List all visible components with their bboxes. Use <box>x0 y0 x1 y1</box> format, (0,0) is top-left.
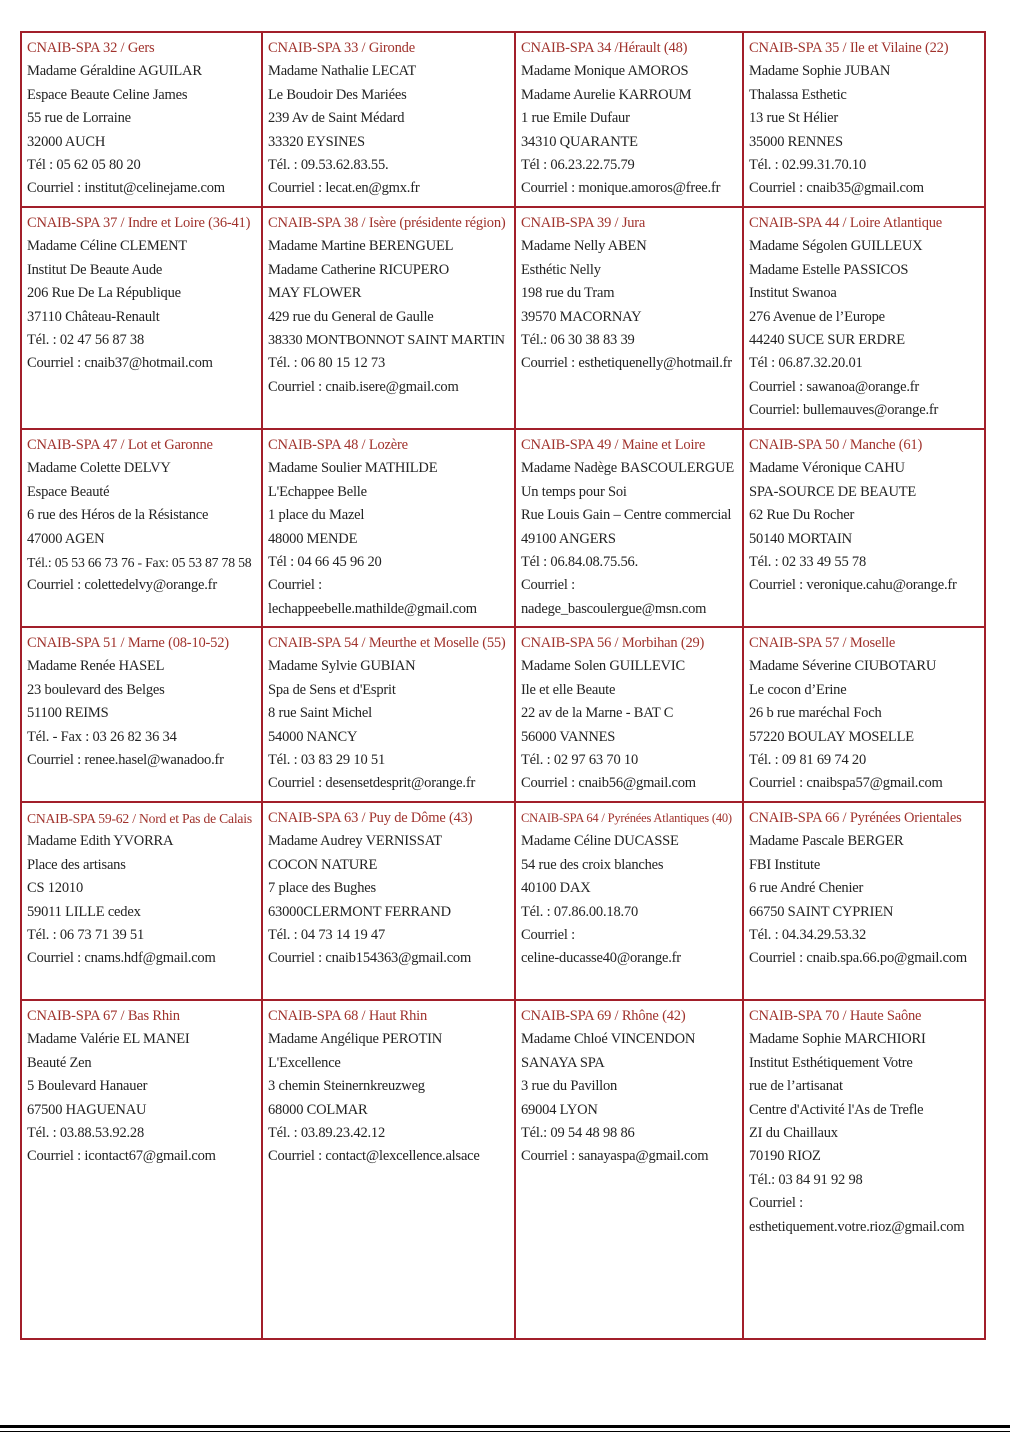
directory-entry <box>516 430 744 628</box>
entry-email: Courriel : institut@celinejame.com <box>27 180 225 197</box>
entry-line: 239 Av de Saint Médard <box>268 110 405 127</box>
entry-email: Courriel : icontact67@gmail.com <box>27 1148 216 1165</box>
entry-contact-name: Madame Sylvie GUBIAN <box>268 658 416 675</box>
entry-contact-name: Madame Valérie EL MANEI <box>27 1031 190 1048</box>
directory-entry <box>744 1001 984 1338</box>
directory-entry <box>22 33 263 208</box>
entry-line: 63000CLERMONT FERRAND <box>268 903 451 920</box>
entry-line: 3 rue du Pavillon <box>521 1078 618 1095</box>
entry-contact-name: Madame Colette DELVY <box>27 460 171 477</box>
entry-line: 51100 REIMS <box>27 705 109 722</box>
entry-contact-name: Madame Martine BERENGUEL <box>268 238 454 255</box>
entry-phone: Tél. : 02.99.31.70.10 <box>749 157 867 174</box>
entry-email: Courriel : cnaib.spa.66.po@gmail.com <box>749 950 967 967</box>
entry-line: Institut Swanoa <box>749 285 837 302</box>
directory-table <box>20 31 986 1340</box>
entry-email: Courriel : cnaib37@hotmail.com <box>27 355 213 372</box>
entry-contact-name: Madame Nathalie LECAT <box>268 63 417 80</box>
entry-heading: CNAIB-SPA 32 / Gers <box>27 40 155 56</box>
entry-email: Courriel : cnams.hdf@gmail.com <box>27 950 216 967</box>
entry-heading: CNAIB-SPA 44 / Loire Atlantique <box>749 215 943 231</box>
entry-email: Courriel : lecat.en@gmx.fr <box>268 180 420 197</box>
entry-phone: Tél. : 07.86.00.18.70 <box>521 903 639 920</box>
entry-phone: Tél : 06.87.32.20.01 <box>749 355 863 372</box>
entry-heading: CNAIB-SPA 69 / Rhône (42) <box>521 1008 686 1024</box>
entry-phone: Tél. - Fax : 03 26 82 36 34 <box>27 728 177 745</box>
entry-line: 70190 RIOZ <box>749 1148 821 1165</box>
entry-heading: CNAIB-SPA 49 / Maine et Loire <box>521 437 706 453</box>
directory-entry <box>22 628 263 803</box>
entry-contact-name: Madame Catherine RICUPERO <box>268 261 450 278</box>
entry-phone: Tél.: 05 53 66 73 76 - Fax: 05 53 87 78 58 <box>27 555 252 571</box>
entry-line: 38330 MONTBONNOT SAINT MARTIN <box>268 332 505 349</box>
entry-line: 1 place du Mazel <box>268 507 365 524</box>
entry-phone: Tél. : 03 83 29 10 51 <box>268 752 386 769</box>
entry-line: 59011 LILLE cedex <box>27 903 141 920</box>
entry-phone: Tél. : 04 73 14 19 47 <box>268 927 386 944</box>
entry-email: Courriel : <box>521 577 575 594</box>
entry-line: L'Excellence <box>268 1054 341 1071</box>
directory-entry <box>22 430 263 628</box>
entry-email: Courriel : <box>749 1195 803 1212</box>
directory-entry <box>516 628 744 803</box>
entry-phone: Tél. : 06 80 15 12 73 <box>268 355 386 372</box>
entry-email: celine-ducasse40@orange.fr <box>521 950 681 967</box>
entry-line: Institut Esthétiquement Votre <box>749 1054 913 1071</box>
entry-phone: Tél : 06.84.08.75.56. <box>521 554 639 571</box>
entry-line: 32000 AUCH <box>27 133 106 150</box>
directory-entry <box>516 1001 744 1338</box>
entry-line: Ile et elle Beaute <box>521 681 616 698</box>
directory-entry <box>22 208 263 430</box>
entry-email: Courriel : sanayaspa@gmail.com <box>521 1148 709 1165</box>
entry-line: 49100 ANGERS <box>521 530 616 547</box>
entry-phone: Tél. : 02 33 49 55 78 <box>749 554 867 571</box>
entry-contact-name: Madame Séverine CIUBOTARU <box>749 658 937 675</box>
entry-line: SPA-SOURCE DE BEAUTE <box>749 483 917 500</box>
entry-contact-name: Madame Renée HASEL <box>27 658 165 675</box>
entry-email: Courriel : cnaib56@gmail.com <box>521 775 696 792</box>
entry-heading: CNAIB-SPA 59-62 / Nord et Pas de Calais <box>27 811 252 826</box>
entry-contact-name: Madame Céline CLEMENT <box>27 238 188 255</box>
entry-heading: CNAIB-SPA 48 / Lozère <box>268 437 408 453</box>
entry-line: 23 boulevard des Belges <box>27 681 165 698</box>
entry-email: Courriel : sawanoa@orange.fr <box>749 378 920 395</box>
entry-email: Courriel : cnaibspa57@gmail.com <box>749 775 943 792</box>
entry-email: Courriel : veronique.cahu@orange.fr <box>749 577 957 594</box>
entry-line: Centre d'Activité l'As de Trefle <box>749 1101 924 1118</box>
entry-line: 54000 NANCY <box>268 728 358 745</box>
entry-contact-name: Madame Nadège BASCOULERGUE <box>521 460 735 477</box>
entry-line: 40100 DAX <box>521 880 591 897</box>
entry-email: Courriel : monique.amoros@free.fr <box>521 180 721 197</box>
entry-phone: Tél : 04 66 45 96 20 <box>268 554 382 571</box>
entry-phone: Tél. : 02 97 63 70 10 <box>521 752 639 769</box>
entry-contact-name: Madame Sophie JUBAN <box>749 63 891 80</box>
entry-heading: CNAIB-SPA 38 / Isère (présidente région) <box>268 215 506 231</box>
entry-line: Rue Louis Gain – Centre commercial <box>521 507 732 524</box>
entry-phone: Tél : 05 62 05 80 20 <box>27 157 141 174</box>
entry-line: Thalassa Esthetic <box>749 86 847 103</box>
entry-line: ZI du Chaillaux <box>749 1125 838 1142</box>
entry-line: 37110 Château-Renault <box>27 308 160 325</box>
entry-line: 54 rue des croix blanches <box>521 856 664 873</box>
entry-contact-name: Madame Géraldine AGUILAR <box>27 63 202 80</box>
entry-phone: Tél. : 04.34.29.53.32 <box>749 927 867 944</box>
entry-line: 50140 MORTAIN <box>749 530 852 547</box>
entry-email: nadege_bascoulergue@msn.com <box>521 600 707 617</box>
entry-contact-name: Madame Nelly ABEN <box>521 238 647 255</box>
entry-line: 68000 COLMAR <box>268 1101 368 1118</box>
directory-entry <box>516 33 744 208</box>
entry-line: Le cocon d’Erine <box>749 681 847 698</box>
entry-line: 66750 SAINT CYPRIEN <box>749 903 894 920</box>
entry-contact-name: Madame Céline DUCASSE <box>521 833 679 850</box>
entry-contact-name: Madame Audrey VERNISSAT <box>268 833 442 850</box>
entry-email: Courriel : renee.hasel@wanadoo.fr <box>27 752 224 769</box>
entry-heading: CNAIB-SPA 56 / Morbihan (29) <box>521 635 705 651</box>
entry-line: 8 rue Saint Michel <box>268 705 372 722</box>
entry-line: 198 rue du Tram <box>521 285 615 302</box>
entry-line: 5 Boulevard Hanauer <box>27 1078 148 1095</box>
entry-phone: Tél. : 03.88.53.92.28 <box>27 1125 145 1142</box>
directory-entry <box>263 1001 516 1338</box>
entry-line: Beauté Zen <box>27 1054 92 1071</box>
entry-phone: Tél. : 09 81 69 74 20 <box>749 752 867 769</box>
entry-heading: CNAIB-SPA 50 / Manche (61) <box>749 437 923 453</box>
directory-entry <box>516 803 744 1001</box>
entry-heading: CNAIB-SPA 67 / Bas Rhin <box>27 1008 180 1024</box>
directory-entry <box>22 803 263 1001</box>
entry-phone: Tél. : 02 47 56 87 38 <box>27 332 145 349</box>
entry-contact-name: Madame Ségolen GUILLEUX <box>749 238 923 255</box>
entry-line: Place des artisans <box>27 856 126 873</box>
entry-line: 62 Rue Du Rocher <box>749 507 855 524</box>
entry-heading: CNAIB-SPA 47 / Lot et Garonne <box>27 437 213 453</box>
entry-phone: Tél.: 06 30 38 83 39 <box>521 332 635 349</box>
directory-entry <box>22 1001 263 1338</box>
entry-line: rue de l’artisanat <box>749 1078 843 1095</box>
entry-line: 22 av de la Marne - BAT C <box>521 705 674 722</box>
directory-entry <box>263 628 516 803</box>
entry-heading: CNAIB-SPA 57 / Moselle <box>749 635 896 651</box>
entry-email: Courriel : contact@lexcellence.alsace <box>268 1148 480 1165</box>
entry-line: COCON NATURE <box>268 856 378 873</box>
directory-entry <box>744 628 984 803</box>
directory-entry <box>263 33 516 208</box>
entry-line: 35000 RENNES <box>749 133 843 150</box>
entry-line: 6 rue des Héros de la Résistance <box>27 507 209 524</box>
entry-line: Espace Beaute Celine James <box>27 86 188 103</box>
directory-entry <box>263 803 516 1001</box>
entry-heading: CNAIB-SPA 70 / Haute Saône <box>749 1008 922 1024</box>
entry-line: FBI Institute <box>749 856 821 873</box>
entry-line: CS 12010 <box>27 880 84 897</box>
entry-line: 13 rue St Hélier <box>749 110 839 127</box>
entry-email: esthetiquement.votre.rioz@gmail.com <box>749 1218 965 1235</box>
entry-line: Un temps pour Soi <box>521 483 627 500</box>
entry-line: 34310 QUARANTE <box>521 133 638 150</box>
entry-line: 55 rue de Lorraine <box>27 110 131 127</box>
entry-email: Courriel : cnaib35@gmail.com <box>749 180 924 197</box>
footer-rule <box>0 1425 1010 1428</box>
entry-email: Courriel : <box>521 927 575 944</box>
entry-line: Institut De Beaute Aude <box>27 261 163 278</box>
directory-entry <box>744 33 984 208</box>
directory-entry <box>744 803 984 1001</box>
entry-email: Courriel : <box>268 577 322 594</box>
entry-contact-name: Madame Angélique PEROTIN <box>268 1031 443 1048</box>
entry-line: 44240 SUCE SUR ERDRE <box>749 332 905 349</box>
entry-email: Courriel : desensetdesprit@orange.fr <box>268 775 476 792</box>
entry-contact-name: Madame Sophie MARCHIORI <box>749 1031 926 1048</box>
entry-line: 3 chemin Steinernkreuzweg <box>268 1078 425 1095</box>
entry-line: 1 rue Emile Dufaur <box>521 110 630 127</box>
entry-heading: CNAIB-SPA 39 / Jura <box>521 215 646 231</box>
entry-contact-name: Madame Monique AMOROS <box>521 63 689 80</box>
entry-contact-name: Madame Solen GUILLEVIC <box>521 658 685 675</box>
entry-line: Le Boudoir Des Mariées <box>268 86 407 103</box>
entry-contact-name: Madame Véronique CAHU <box>749 460 905 477</box>
entry-line: Esthétic Nelly <box>521 261 601 278</box>
entry-email: Courriel : cnaib154363@gmail.com <box>268 950 472 967</box>
entry-line: 7 place des Bughes <box>268 880 376 897</box>
entry-line: 48000 MENDE <box>268 530 358 547</box>
entry-heading: CNAIB-SPA 35 / Ile et Vilaine (22) <box>749 40 949 56</box>
entry-phone: Tél. : 03.89.23.42.12 <box>268 1125 386 1142</box>
entry-email: Courriel : cnaib.isere@gmail.com <box>268 378 459 395</box>
directory-entry <box>263 208 516 430</box>
entry-email: Courriel : colettedelvy@orange.fr <box>27 577 217 594</box>
entry-line: 33320 EYSINES <box>268 133 365 150</box>
entry-heading: CNAIB-SPA 33 / Gironde <box>268 40 415 56</box>
entry-line: 69004 LYON <box>521 1101 598 1118</box>
entry-heading: CNAIB-SPA 68 / Haut Rhin <box>268 1008 428 1024</box>
entry-line: 57220 BOULAY MOSELLE <box>749 728 914 745</box>
entry-heading: CNAIB-SPA 66 / Pyrénées Orientales <box>749 810 962 826</box>
directory-entry <box>744 208 984 430</box>
entry-line: Espace Beauté <box>27 483 110 500</box>
entry-line: 276 Avenue de l’Europe <box>749 308 885 325</box>
entry-email: Courriel: bullemauves@orange.fr <box>749 402 939 419</box>
entry-contact-name: Madame Pascale BERGER <box>749 833 904 850</box>
entry-heading: CNAIB-SPA 54 / Meurthe et Moselle (55) <box>268 635 506 651</box>
entry-email: lechappeebelle.mathilde@gmail.com <box>268 600 477 617</box>
entry-heading: CNAIB-SPA 51 / Marne (08-10-52) <box>27 635 229 651</box>
entry-phone: Tél.: 03 84 91 92 98 <box>749 1171 863 1188</box>
entry-contact-name: Madame Aurelie KARROUM <box>521 86 692 103</box>
entry-line: Spa de Sens et d'Esprit <box>268 681 396 698</box>
entry-line: SANAYA SPA <box>521 1054 605 1071</box>
entry-email: Courriel : esthetiquenelly@hotmail.fr <box>521 355 732 372</box>
entry-line: 26 b rue maréchal Foch <box>749 705 882 722</box>
entry-heading: CNAIB-SPA 34 /Hérault (48) <box>521 40 688 56</box>
entry-heading: CNAIB-SPA 37 / Indre et Loire (36-41) <box>27 215 251 231</box>
entry-phone: Tél : 06.23.22.75.79 <box>521 157 635 174</box>
entry-line: 6 rue André Chenier <box>749 880 864 897</box>
entry-heading: CNAIB-SPA 63 / Puy de Dôme (43) <box>268 810 473 826</box>
footer-rule-thin <box>0 1431 1010 1432</box>
directory-entry <box>263 430 516 628</box>
entry-line: MAY FLOWER <box>268 285 362 302</box>
entry-phone: Tél. : 06 73 71 39 51 <box>27 927 145 944</box>
entry-contact-name: Madame Soulier MATHILDE <box>268 460 438 477</box>
entry-line: 39570 MACORNAY <box>521 308 642 325</box>
entry-line: 429 rue du General de Gaulle <box>268 308 434 325</box>
entry-line: L'Echappee Belle <box>268 483 367 500</box>
entry-phone: Tél.: 09 54 48 98 86 <box>521 1125 635 1142</box>
entry-contact-name: Madame Edith YVORRA <box>27 833 174 850</box>
entry-line: 56000 VANNES <box>521 728 616 745</box>
entry-contact-name: Madame Chloé VINCENDON <box>521 1031 696 1048</box>
entry-phone: Tél. : 09.53.62.83.55. <box>268 157 389 174</box>
directory-entry <box>744 430 984 628</box>
directory-entry <box>516 208 744 430</box>
entry-line: 206 Rue De La République <box>27 285 181 302</box>
entry-heading: CNAIB-SPA 64 / Pyrénées Atlantiques (40) <box>521 811 732 825</box>
entry-contact-name: Madame Estelle PASSICOS <box>749 261 909 278</box>
entry-line: 47000 AGEN <box>27 530 105 547</box>
entry-line: 67500 HAGUENAU <box>27 1101 147 1118</box>
